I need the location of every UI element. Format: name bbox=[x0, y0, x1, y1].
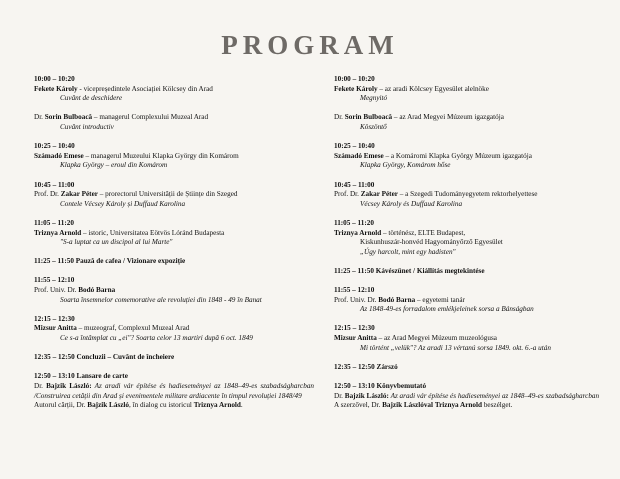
schedule-entry bbox=[334, 142, 604, 171]
closing-end: beszélget. bbox=[482, 401, 513, 410]
entry-time: 11:55 – 12:10 bbox=[334, 286, 375, 295]
entry-time: 10:25 – 10:40 bbox=[34, 142, 75, 151]
closing-mid: , în dialog cu istoricul bbox=[129, 401, 194, 410]
speaker-role: – istoric, Universitatea Eötvös Lóránd Budapesta bbox=[81, 228, 225, 237]
speaker-name: Számadó Emese bbox=[34, 151, 84, 160]
schedule-entry bbox=[34, 113, 314, 132]
speaker-role: – az aradi Kölcsey Egyesület alelnöke bbox=[377, 84, 489, 93]
closing-label: 12:35 – 12:50 Concluzii – Cuvânt de încheiere bbox=[34, 353, 175, 362]
speaker-name: Sorin Bulboacă bbox=[344, 113, 393, 122]
program-column-hungarian bbox=[334, 75, 604, 420]
speaker-name: Fekete Károly bbox=[34, 84, 78, 93]
speaker-name: Bodó Barna bbox=[78, 286, 116, 295]
entry-time: 10:00 – 10:20 bbox=[334, 75, 375, 83]
speaker-role: – az Arad Megyei Múzeum igazgatója bbox=[392, 113, 504, 122]
talk-title: Mi történt „velük"? Az aradi 13 vértanú sorsa 1849. okt. 6.-a után bbox=[360, 343, 551, 352]
speaker-role: – történész, ELTE Budapest, bbox=[381, 228, 466, 237]
book-title: Az aradi vár építése és hadieseményei az 1848–49-es szabadságharcban bbox=[388, 391, 600, 400]
closing-historian: Triznya Arnold bbox=[193, 401, 241, 410]
speaker-prefix: Dr. bbox=[34, 113, 45, 122]
closing-author: Bajzik Lászlóval bbox=[382, 401, 434, 410]
book-launch-label: 12:50 – 13:10 Lansare de carte bbox=[34, 372, 128, 381]
entry-time: 10:25 – 10:40 bbox=[334, 142, 375, 151]
schedule-entry bbox=[34, 315, 314, 344]
book-closing bbox=[34, 401, 314, 411]
talk-title: Ce s-a întâmplat cu „ei"? Soarta celor 13 martiri după 6 oct. 1849 bbox=[60, 334, 253, 343]
schedule-entry bbox=[334, 219, 604, 257]
speaker-role: – prorectorul Universității de Științe din Szeged bbox=[97, 190, 238, 199]
break-label: 11:25 – 11:50 Pauză de cafea / Vizionare expoziție bbox=[34, 257, 186, 266]
book-closing bbox=[334, 401, 604, 411]
schedule-entry bbox=[34, 142, 314, 171]
speaker-name: Sorin Bulboacă bbox=[44, 113, 93, 122]
schedule-entry bbox=[334, 286, 604, 315]
talk-title: Contele Vécsey Károly și Duffaud Karolina bbox=[60, 199, 186, 208]
closing-prefix: A szerzővel, Dr. bbox=[334, 401, 383, 410]
schedule-entry bbox=[34, 181, 314, 210]
closing-historian: Triznya Arnold bbox=[434, 401, 483, 410]
talk-title: Az 1848-49-es forradalom emlékjeleinek sorsa a Bánságban bbox=[360, 305, 534, 314]
speaker-affiliation: Kiskunhuszár-honvéd Hagyományőrző Egyesület bbox=[360, 238, 503, 247]
schedule-entry bbox=[34, 276, 314, 305]
page-title: PROGRAM bbox=[221, 30, 399, 60]
talk-title: Klapka György, Komárom hőse bbox=[360, 161, 451, 170]
closing-author: Bajzik László bbox=[87, 401, 130, 410]
book-author-prefix: Dr. bbox=[334, 391, 345, 400]
speaker-role: – managerul Muzeului Klapka György din Komárom bbox=[83, 151, 239, 160]
schedule-break bbox=[34, 257, 314, 267]
talk-title: Cuvânt introductiv bbox=[60, 122, 114, 131]
talk-title: Megnyitó bbox=[360, 94, 388, 103]
entry-time: 11:05 – 11:20 bbox=[334, 218, 374, 227]
talk-title: Klapka György – eroul din Komárom bbox=[60, 161, 168, 170]
schedule-entry bbox=[334, 75, 604, 104]
schedule-entry bbox=[34, 219, 314, 248]
speaker-role: – managerul Complexului Muzeal Arad bbox=[92, 113, 209, 122]
closing-end: . bbox=[240, 401, 243, 410]
book-launch-label: 12:50 – 13:10 Könyvbemutató bbox=[334, 382, 427, 390]
speaker-name: Mizsur Anitta bbox=[34, 324, 77, 333]
speaker-role: – a Szegedi Tudományegyetem rektorhelyettese bbox=[397, 190, 538, 199]
speaker-prefix: Prof. Dr. bbox=[334, 190, 361, 199]
speaker-role: – egyetemi tanár bbox=[415, 295, 465, 304]
speaker-name: Zakar Péter bbox=[60, 190, 98, 199]
program-column-romanian bbox=[34, 75, 314, 420]
book-title: Az aradi vár építése és hadieseményei az 1848–49-es szabadságharcban /Construirea cetății din Arad și evenimentele militare ardiacente în timpul revoluției 1848/49 bbox=[34, 382, 315, 400]
speaker-prefix: Prof. Univ. Dr. bbox=[34, 286, 79, 295]
entry-time: 10:45 – 11:00 bbox=[34, 180, 75, 189]
talk-title: Köszöntő bbox=[360, 122, 387, 131]
speaker-prefix: Prof. Dr. bbox=[34, 190, 61, 199]
schedule-entry bbox=[334, 382, 604, 411]
speaker-name: Fekete Károly bbox=[334, 84, 378, 93]
schedule-break bbox=[334, 363, 604, 373]
book-author-prefix: Dr. bbox=[34, 382, 47, 390]
book-description bbox=[334, 392, 604, 402]
speaker-prefix: Dr. bbox=[334, 113, 345, 122]
schedule-entry bbox=[34, 372, 314, 410]
book-author: Bajzik László: bbox=[344, 391, 389, 400]
schedule-entry bbox=[334, 113, 604, 132]
entry-time: 10:45 – 11:00 bbox=[334, 180, 375, 189]
speaker-name: Bodó Barna bbox=[378, 295, 416, 304]
speaker-name: Mizsur Anitta bbox=[334, 334, 377, 343]
speaker-role: – az Arad Megyei Múzeum muzeológusa bbox=[376, 334, 497, 343]
talk-title: Vécsey Károly és Duffaud Karolina bbox=[360, 199, 463, 208]
entry-time: 12:15 – 12:30 bbox=[34, 314, 75, 323]
entry-time: 11:55 – 12:10 bbox=[34, 276, 75, 285]
talk-title: "S-a luptat ca un discipol al lui Marte" bbox=[60, 238, 173, 247]
speaker-role: - vicepreședintele Asociației Kölcsey din Arad bbox=[77, 84, 213, 93]
speaker-name: Zakar Péter bbox=[360, 190, 398, 199]
closing-prefix: Autorul cărții, Dr. bbox=[34, 401, 88, 410]
entry-time: 11:05 – 11:20 bbox=[34, 218, 74, 227]
book-description bbox=[34, 382, 314, 401]
book-author: Bajzik László: bbox=[46, 382, 92, 390]
speaker-role: – a Komáromi Klapka György Múzeum igazgatója bbox=[383, 151, 532, 160]
entry-time: 10:00 – 10:20 bbox=[34, 75, 75, 83]
talk-title: Cuvânt de deschidere bbox=[60, 94, 123, 103]
closing-label: 12:35 – 12:50 Zárszó bbox=[334, 362, 398, 371]
speaker-name: Triznya Arnold bbox=[34, 228, 82, 237]
speaker-role: – muzeograf, Complexul Muzeal Arad bbox=[76, 324, 190, 333]
schedule-entry bbox=[334, 324, 604, 353]
entry-time: 12:15 – 12:30 bbox=[334, 324, 375, 333]
talk-title: Soarta însemnelor comemorative ale revoluției din 1848 - 49 în Banat bbox=[60, 295, 262, 304]
schedule-entry bbox=[334, 181, 604, 210]
schedule-break bbox=[34, 353, 314, 363]
speaker-name: Triznya Arnold bbox=[334, 228, 382, 237]
schedule-break bbox=[334, 267, 604, 277]
talk-title: „Úgy harcolt, mint egy hadisten" bbox=[360, 247, 456, 256]
break-label: 11:25 – 11:50 Kávészünet / Kiállítás megtekintése bbox=[334, 266, 485, 275]
speaker-name: Számadó Emese bbox=[334, 151, 384, 160]
schedule-entry bbox=[34, 75, 314, 104]
speaker-prefix: Prof. Univ. Dr. bbox=[334, 295, 379, 304]
